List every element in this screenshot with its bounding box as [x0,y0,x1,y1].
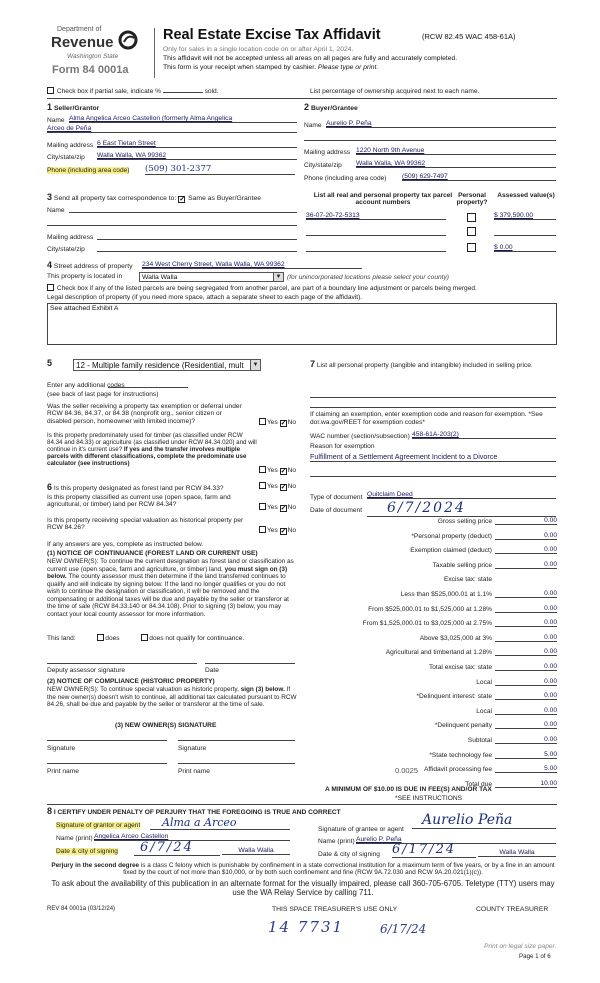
location-dropdown[interactable] [139,272,284,282]
property-address-section [47,260,557,345]
seller-city-field[interactable]: Walla Walla, WA 99362 [97,152,297,160]
local-rate: 0.0025 [395,766,418,775]
q1-no-label: No [287,419,297,426]
owner-print-label-1: Print name [47,768,79,775]
reason-field[interactable]: Fulfillment of a Settlement Agreement Incident to a Divorce [310,452,556,462]
s6q3-no-checkbox[interactable] [280,528,287,535]
owner-signature-line-1[interactable] [47,735,167,741]
grantor-sig-label: Signature of grantor or agent [56,822,141,829]
fee-label: Gross selling price [437,518,492,525]
timber-q2-text: Is this property predominately used for timber (as classified under RCW 84.34 and 84.33) or agriculture (as classified under RCW 84.34.020) and will continue in it's current use? [47,432,257,453]
seller-name-label: Name [47,117,65,124]
grantor-date-field[interactable]: 6/7/24 [134,840,220,856]
q1-yes-label: Yes [267,419,278,426]
fee-amount[interactable]: 0.00 [495,619,557,627]
current-use-q2: Is this property classified as current use (open space, farm and agricultural, or timber) land per RCW 84.34? [47,494,231,509]
wac-label: WAC number (section/subsection) [310,433,410,440]
county-treasurer-label: COUNTY TREASURER [476,906,549,913]
notice-compliance-text [47,686,297,709]
fee-label: *Delinquent interest: state [416,693,492,701]
fee-label: *Delinquent penalty [434,722,492,730]
s6q2-no-checkbox[interactable] [280,505,287,512]
grantee-date-field[interactable]: 6/17/24 [392,842,476,858]
personal-property-field-2[interactable] [310,402,556,408]
timber-q2 [47,432,259,467]
fee-amount[interactable]: 0.00 [495,721,557,729]
this-land-row [47,634,297,642]
q1-no-checkbox[interactable] [280,420,287,427]
fee-label: *Personal property (deduct) [411,532,492,540]
buyer-name-label: Name [304,122,322,129]
subtitle-3b: Please type or print. [317,64,379,71]
owner-print-label-2: Print name [178,768,210,775]
section5-num: 5 [47,358,53,368]
chevron-down-icon[interactable]: ▼ [273,273,283,281]
fee-label: From $1,525,000.01 to $3,025,000 at 2.75% [362,620,492,628]
subtitle-1: Only for sales in a single location code on or after April 1, 2024. [163,46,354,53]
grantee-date-label: Date & city of signing [318,851,380,858]
seller-num: 1 [47,102,53,112]
section8-divider [47,804,557,805]
timber-q2-answers [259,466,296,475]
fee-amount[interactable]: 0.00 [495,692,557,700]
fee-amount[interactable]: 5.00 [495,765,557,773]
print-legal-note: Print on legal size paper. [484,943,557,950]
buyer-section [304,102,556,184]
reason-field-2[interactable] [310,471,556,477]
owner-signature-label-1: Signature [47,745,76,752]
segregation-label: Check box if any of the listed parcels are being segregated from another parcel, are part of a boundary line adjustment or parcels being merged. [56,285,477,292]
parcel-col-header: List all real and personal property tax parcel account numbers [313,192,453,206]
fee-amount[interactable]: 0.00 [495,736,557,744]
partial-sale-row [47,87,219,95]
personal-checkbox-3[interactable] [467,243,476,252]
perjury-notice [47,862,559,876]
grantee-name-label: Name (print) [318,838,355,845]
assessed-value-3[interactable]: $ 0.00 [494,244,556,252]
section7-text: List all personal property (tangible and intangible) included in selling price. [316,362,533,369]
legal-desc-box[interactable] [47,303,557,345]
fee-amount[interactable]: 0.00 [495,678,557,686]
buyer-phone-field[interactable]: (509) 629-7497 [402,173,556,181]
dept-logo-text: Revenue [51,34,114,51]
q2-no-checkbox[interactable] [280,468,287,475]
corr-city-field[interactable] [97,244,297,252]
corr-mailing-field[interactable] [97,232,297,240]
buyer-mailing-field[interactable]: 1220 North 9th Avenue [356,147,556,155]
located-in-label: This property is located in [47,273,123,280]
fee-amount[interactable]: 0.00 [495,517,557,525]
segregation-row [47,284,557,292]
grantor-city-field[interactable]: Walla Walla [222,847,290,855]
q2-no-label: No [287,467,297,474]
if-yes-note: If any answers are yes, complete as instructed below. [47,541,204,548]
certify-line [47,806,341,816]
receipt-date: 6/17/24 [380,922,427,936]
seller-title: Seller/Grantor [53,105,100,112]
partial-sale-checkbox[interactable] [47,87,54,94]
fee-label: Less than $525,000.01 at 1.1% [400,591,492,598]
new-owner-signature-heading: (3) NEW OWNER(S) SIGNATURE [115,722,217,729]
n1-text-a: NEW OWNER(S): To continue the current designation as forest land or classification as current use (open space, farm and agriculture, or timber) land, [47,558,294,573]
street-row [47,260,133,270]
owner-print-line-2[interactable] [178,758,295,764]
deputy-signature-line[interactable] [47,658,197,664]
seller-heading [47,102,99,112]
fee-label: *State technology fee [429,751,492,759]
seller-phone-field[interactable]: (509) 301-2377 [145,164,295,175]
s6q1-yes-checkbox[interactable] [259,482,266,489]
personal-checkbox-2[interactable] [467,227,476,236]
perjury-bold: Perjury in the second degree [51,862,140,869]
partial-sale-label: Check box if partial sale, indicate % [56,88,161,95]
deputy-date-label: Date [205,667,219,674]
this-land-label: This land: [47,635,76,642]
minimum-due-line: A MINIMUM OF $10.00 IS DUE IN FEE(S) AND/OR TAX [325,786,492,793]
fee-amount[interactable]: 0.00 [495,532,557,540]
buyer-heading [304,102,358,112]
parcel-number-2[interactable] [306,228,446,236]
n1-text-b: you must sign on (3) below. [47,565,288,580]
certify-text: I CERTIFY UNDER PENALTY OF PERJURY THAT THE FOREGOING IS TRUE AND CORRECT [53,809,341,816]
fee-label: Excise tax: state [443,576,492,584]
fee-label: Above $3,025,000 at 3% [419,634,492,642]
correspondence-section [47,192,297,254]
assessed-value-1[interactable]: $ 379,590.00 [494,212,556,220]
doc-date-field[interactable]: 6/7/2024 [367,500,556,517]
personal-col-header: Personal property? [456,192,488,206]
land-use-value: 12 - Multiple family residence (Residential, mult [76,361,244,370]
corr-name-field-2[interactable] [47,220,297,226]
forest-q1-text: Is this property designated as forest land per RCW 84.33? [53,485,224,492]
legal-desc-label: Legal description of property (if you need more space, attach a separate sheet to each page of the affidavit). [47,294,363,301]
fee-amount[interactable]: 10.00 [495,780,557,788]
s6q3-yes-checkbox[interactable] [259,526,266,533]
grantor-date-label: Date & city of signing [56,848,118,855]
grantor-signature[interactable]: Alma a Arceo [150,816,290,830]
fee-label: Local [476,678,492,686]
exemption-instructions: If claiming an exemption, enter exemption code and reason for exemption. *See dor.wa.gov/REET for exemption codes* [310,411,543,426]
grantee-signature[interactable]: Aurelio Peña [412,812,556,829]
correspondence-text: Send all property tax correspondence to: [53,195,177,202]
deputy-date-line[interactable] [205,658,295,664]
notice-continuance-heading: (1) NOTICE OF CONTINUANCE (FOREST LAND OR CURRENT USE) [47,550,258,557]
rcw-ref: (RCW 82.45 WAC 458-61A) [422,32,516,41]
notice-compliance-heading: (2) NOTICE OF COMPLIANCE (HISTORIC PROPERTY) [47,678,215,685]
fee-amount[interactable]: 0.00 [495,605,557,613]
assessed-value-2[interactable] [494,228,556,236]
segregation-checkbox[interactable] [47,284,54,291]
form-title: Real Estate Excise Tax Affidavit [163,27,381,43]
grantor-name-field[interactable]: Angelica Arceo Castellon [94,833,290,841]
header [0,0,600,88]
seller-name-field-2[interactable]: Arceo de Peña [47,125,297,133]
dept-line3: Washington State [67,53,119,60]
chevron-down-icon[interactable]: ▼ [250,360,260,370]
buyer-mailing-label: Mailing address [304,149,351,156]
additional-codes-label: Enter any additional codes [47,382,125,389]
does-label: does [105,635,120,642]
assessed-col-header: Assessed value(s) [497,192,555,199]
owner-signature-line-2[interactable] [178,735,295,741]
seller-phone-label: Phone (including area code) [47,167,130,174]
seller-city-label: City/state/zip [47,154,85,161]
legal-desc-value: See attached Exhibit A [50,305,119,312]
seller-section [47,102,297,184]
page-number: Page 1 of 6 [519,953,551,960]
s6q1-yes-label: Yes [267,483,278,490]
q1-yes-checkbox[interactable] [259,418,266,425]
historic-q3: Is this property receiving special valuation as historical property per RCW 84.26? [47,517,244,532]
reason-label: Reason for exemption [310,443,375,450]
subtitle-3a: This form is your receipt when stamped by cashier. [163,64,316,71]
unincorporated-note: (for unincorporated locations please select your county) [287,274,450,281]
fee-amount[interactable]: 0.00 [495,707,557,715]
personal-checkbox-1[interactable] [467,213,476,222]
fee-amount[interactable]: 0.00 [495,634,557,642]
grantor-name-label: Name (print) [56,835,93,842]
partial-sold-label: sold. [204,88,219,95]
section7-num: 7 [310,359,316,369]
wac-field[interactable]: 458-61A-203(2) [412,431,556,439]
historic-q3-answers [259,526,296,535]
same-as-buyer-checkbox[interactable] [178,196,185,203]
seller-name-field[interactable]: Alma Angelica Arceo Castellon (formerly Alma Angelica [69,115,297,123]
same-as-buyer-label: Same as Buyer/Grantee [188,195,262,202]
fee-amount[interactable]: 0.00 [495,648,557,656]
parcel-number-3[interactable] [306,244,446,252]
correspondence-heading [47,192,261,203]
fee-amount[interactable]: 5.00 [495,751,557,759]
fee-amount[interactable]: 0.00 [495,590,557,598]
parcel-number-1[interactable]: 36-07-20-72-5313 [306,212,446,220]
fee-label: From $525,000.01 to $1,525,000 at 1.28% [368,605,492,613]
subtitle-3 [163,64,378,71]
rev-label: REV 84 0001a (03/12/24) [47,906,116,912]
seller-mailing-field[interactable]: 6 East Tietan Street [97,140,297,148]
s6q1-no-label: No [287,483,297,490]
see-instructions: *SEE INSTRUCTIONS [395,795,463,802]
partial-percent-field[interactable] [163,92,203,93]
buyer-city-label: City/state/zip [304,162,342,169]
s6q3-no-label: No [287,527,297,534]
n2-text-a: NEW OWNER(S): To continue special valuation as historic property, [47,686,239,693]
see-back-note: (see back of last page for instructions) [47,391,159,398]
forest-q1-answers [259,482,296,491]
receipt-number: 14 7731 [268,918,345,936]
n1-text-c: The county assessor must then determine if the land transferred continues to qualify and will indicate by signing below. If the land no longer qualifies or you do not wish to continue the designation or classification, it will be removed and the compensating or additional taxes will be due and payable by the seller or transferor at the time of sale (RCW 84.33.140 or 84.34.108). Prior to signing (3) below, you may contact your local county assessor for more information. [47,573,289,618]
owner-signature-label-2: Signature [178,745,207,752]
owner-print-line-1[interactable] [47,758,167,764]
street-address-field[interactable]: 234 West Cherry Street, Walla Walla, WA 99362 [142,261,362,269]
subtitle-2: This affidavit will not be accepted unless all areas on all pages are fully and accurately completed. [163,55,458,62]
fee-amount[interactable]: 0.00 [495,546,557,554]
does-not-checkbox[interactable] [141,634,148,641]
fee-label: Affidavit processing fee [423,766,492,774]
q2-yes-checkbox[interactable] [259,466,266,473]
exemption-q1-answers [259,418,296,427]
dept-line1: Department of [57,26,102,33]
perjury-text: is a class C felony which is punishable by confinement in a state correctional institution for a maximum term of five years, or by a fine in an amount fixed by the court of not more than $10,000, or by both such confinement and fine (RCW 9A.72.030 and RCW 9A.20.021(1)(c)). [123,862,555,877]
does-not-label: does not qualify for continuance. [149,635,245,642]
fee-label: Exemption claimed (deduct) [410,547,492,555]
corr-mailing-label: Mailing address [47,234,94,241]
correspondence-num: 3 [47,192,53,202]
fee-label: Total due [465,780,492,788]
revenue-logo-icon [118,30,138,50]
s6q1-no-checkbox[interactable] [280,484,287,491]
buyer-name-field[interactable]: Aurelio P. Peña [326,120,556,128]
treasurer-use-label: THIS SPACE TREASURER'S USE ONLY [272,906,398,913]
doc-date-label: Date of document [310,507,363,514]
section6-num: 6 [47,482,53,492]
does-checkbox[interactable] [97,634,104,641]
corr-name-field[interactable] [69,205,297,213]
header-divider [154,28,155,78]
current-use-q2-answers [259,503,296,512]
buyer-city-field[interactable]: Walla Walla, WA 99362 [356,160,556,168]
section8-num: 8 [47,806,53,816]
list-percentage-note: List percentage of ownership acquired next to each name. [310,88,480,95]
form-id: Form 84 0001a [52,64,129,76]
buyer-num: 2 [304,102,310,112]
n2-text-c: If the new owner(s) doesn't wish to continue, all additional tax calculated pursuant to RCW 84.26, shall be due and payable by the seller or transferor at the time of sale. [47,686,297,708]
fee-label: Local [476,707,492,715]
doc-type-field[interactable]: Quitclaim Deed [367,491,556,499]
buyer-title: Buyer/Grantee [310,105,358,112]
personal-property-field-1[interactable] [310,392,556,398]
fee-label: Agricultural and timberland at 1.28% [385,649,492,657]
fee-amount[interactable]: 0.00 [495,561,557,569]
grantee-name-field[interactable]: Aurelio P. Peña [356,836,556,844]
s6q2-yes-label: Yes [267,504,278,511]
personal-property-row [310,361,556,370]
grantee-city-field[interactable]: Walla Walla [478,849,556,857]
n2-text-b: sign (3) below. [240,686,285,693]
q2-yes-label: Yes [267,467,278,474]
seller-mailing-label: Mailing address [47,142,94,149]
fee-label: Taxable selling price [432,561,492,569]
s6q3-yes-label: Yes [267,527,278,534]
street-label: Street address of property [53,263,133,270]
additional-codes-field[interactable] [108,381,188,388]
fee-label: Subtotal [467,737,492,744]
fee-amount[interactable]: 0.00 [495,663,557,671]
notice-continuance-text [47,558,295,618]
s6q2-yes-checkbox[interactable] [259,503,266,510]
corr-city-label: City/state/zip [47,246,85,253]
exemption-q1: Was the seller receiving a property tax exemption or deferral under RCW 84.36, 84.37, or 84.38 (nonprofit org., senior citizen or disabled person, homeowner with limited income)? [47,403,242,425]
section4-num: 4 [47,260,53,270]
divider-top [47,98,557,99]
buyer-name-field-2[interactable] [304,135,556,141]
land-use-dropdown[interactable] [73,359,261,371]
fee-label: Total excise tax: state [428,664,492,671]
s6q2-no-label: No [287,504,297,511]
doc-type-label: Type of document [310,494,363,501]
buyer-phone-label: Phone (including area code) [304,175,387,182]
timber-q2-bold: If yes and the transfer involves multiple parcels with different classifications, complete the predominate use calculator (see instructions) [47,446,247,467]
forest-q1 [47,482,257,492]
deputy-signature-label: Deputy assessor signature [47,667,126,674]
alt-format-note: To ask about the availability of this publication in an alternate format for the visually impaired, please call 360-705-6705. Teletype (TTY) users may use the WA Relay Service by calling 711. [51,879,555,897]
location-dropdown-value: Walla Walla [142,274,178,281]
corr-name-label: Name [47,207,65,214]
grantee-sig-label: Signature of grantee or agent [318,826,404,833]
